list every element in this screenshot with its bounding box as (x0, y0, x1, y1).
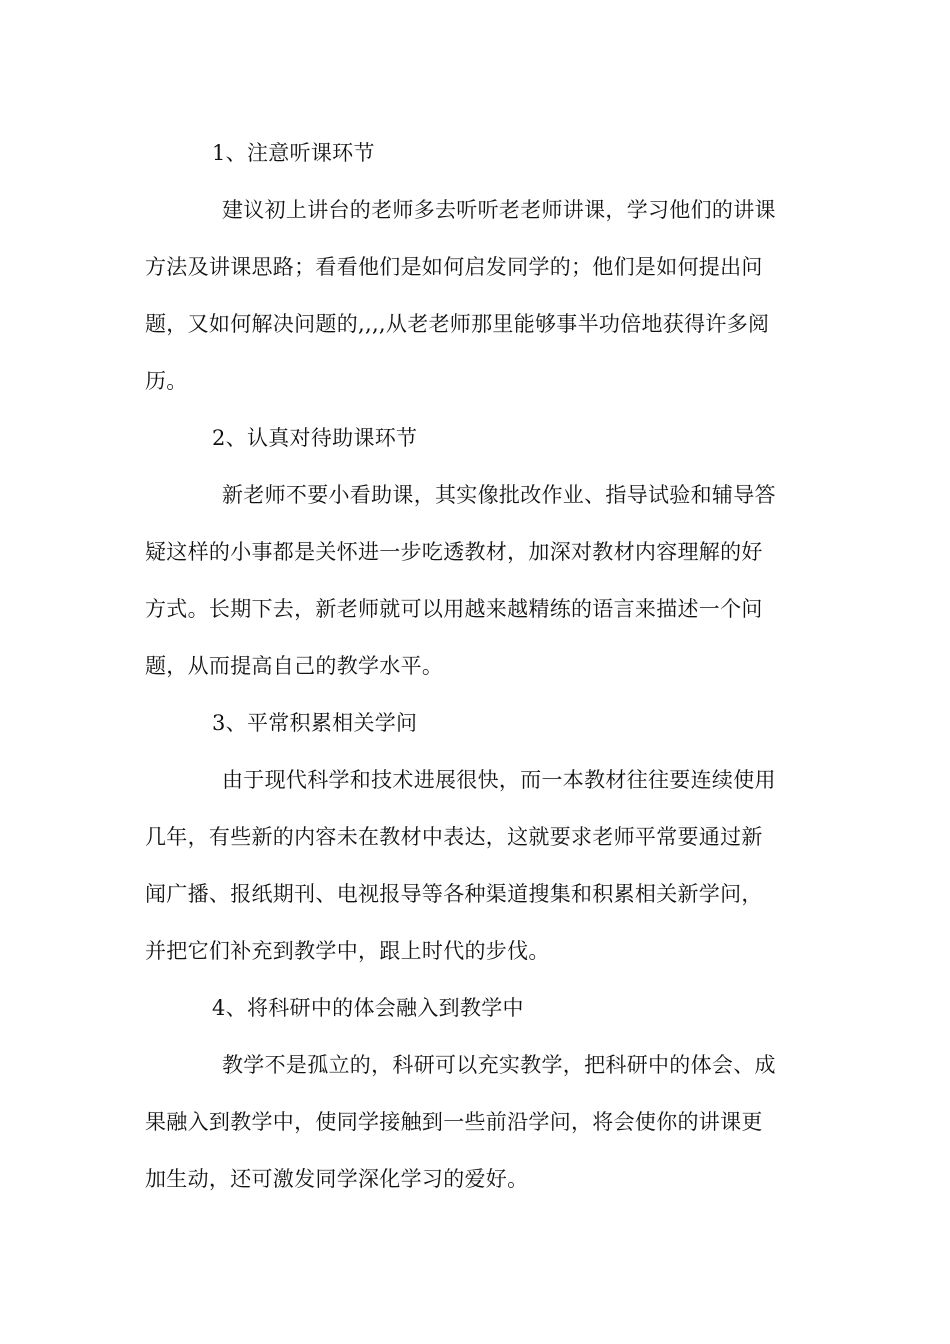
paragraph-4-line-3: 加生动，还可激发同学深化学习的爱好。 (145, 1167, 529, 1191)
paragraph-4-line-2: 果融入到教学中，使同学接触到一些前沿学问，将会使你的讲课更 (145, 1110, 763, 1134)
section-heading-3: 3、平常积累相关学问 (212, 711, 418, 735)
paragraph-3-line-2: 几年，有些新的内容未在教材中表达，这就要求老师平常要通过新 (145, 825, 763, 849)
paragraph-2-line-1: 新老师不要小看助课，其实像批改作业、指导试验和辅导答 (222, 483, 776, 507)
paragraph-4-line-1: 教学不是孤立的，科研可以充实教学，把科研中的体会、成 (222, 1053, 776, 1077)
paragraph-1-line-2: 方法及讲课思路；看看他们是如何启发同学的；他们是如何提出问 (145, 255, 763, 279)
paragraph-3-line-1: 由于现代科学和技术进展很快，而一本教材往往要连续使用 (222, 768, 776, 792)
paragraph-1-line-4: 历。 (145, 369, 188, 393)
document-body (145, 131, 809, 1214)
paragraph-1-line-3: 题，又如何解决问题的,,,,从老老师那里能够事半功倍地获得许多阅 (145, 312, 770, 336)
paragraph-3-line-3: 闻广播、报纸期刊、电视报导等各种渠道搜集和积累相关新学问， (145, 882, 763, 906)
paragraph-1-line-1: 建议初上讲台的老师多去听听老老师讲课，学习他们的讲课 (222, 198, 776, 222)
paragraph-2-line-3: 方式。长期下去，新老师就可以用越来越精练的语言来描述一个问 (145, 597, 763, 621)
paragraph-2-line-4: 题，从而提高自己的教学水平。 (145, 654, 444, 678)
section-heading-1: 1、注意听课环节 (212, 141, 375, 165)
paragraph-2-line-2: 疑这样的小事都是关怀进一步吃透教材，加深对教材内容理解的好 (145, 540, 763, 564)
section-heading-2: 2、认真对待助课环节 (212, 426, 418, 450)
paragraph-3-line-4: 并把它们补充到教学中，跟上时代的步伐。 (145, 939, 550, 963)
section-heading-4: 4、将科研中的体会融入到教学中 (212, 996, 524, 1020)
